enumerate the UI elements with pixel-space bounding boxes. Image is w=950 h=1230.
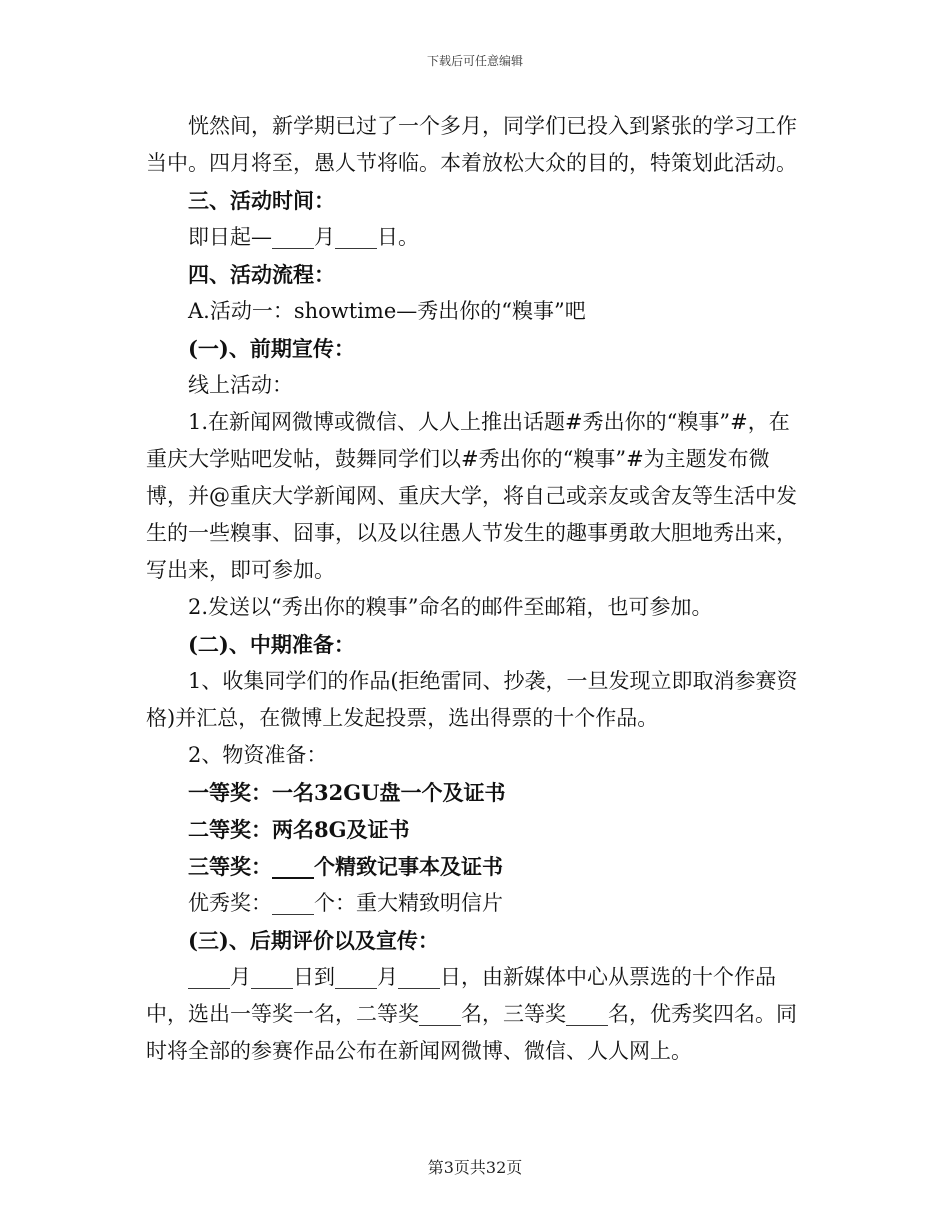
paragraph-collect-works: 1、收集同学们的作品(拒绝雷同、抄袭，一旦发现立即取消参赛资格)并汇总，在微博上发起投票，选出得票的十个作品。 <box>146 669 798 730</box>
paragraph-selection: ____月____日到____月____日，由新媒体中心从票选的十个作品中，选出一等奖一名，二等奖____名，三等奖____名，优秀奖四名。同时将全部的参赛作品公布在新闻网微博、微信、人人网上。 <box>146 965 797 1063</box>
page-header: 下载后可任意编辑 <box>426 54 523 68</box>
paragraph-item-1: 1.在新闻网微博或微信、人人上推出话题#秀出你的“糗事”#，在重庆大学贴吧发帖，鼓舞同学们以#秀出你的“糗事”#为主题发布微博，并@重庆大学新闻网、重庆大学，将自己或亲友或舍友等生活中发生的一些糗事、囧事，以及以往愚人节发生的趣事勇敢大胆地秀出来，写出来，即可参加。 <box>146 410 797 582</box>
heading-activity-process: 四、活动流程： <box>188 262 335 287</box>
prize-first: 一等奖：一名32GU盘一个及证书 <box>188 780 506 805</box>
paragraph-materials: 2、物资准备： <box>188 743 328 767</box>
prize-third: 三等奖：____个精致记事本及证书 <box>188 854 503 879</box>
prize-excellent: 优秀奖：____个：重大精致明信片 <box>188 891 503 915</box>
paragraph-date-range: 即日起—____月____日。 <box>188 225 419 249</box>
page-footer: 第3页共32页 <box>427 1158 523 1177</box>
paragraph-activity-one: A.活动一：showtime—秀出你的“糗事”吧 <box>188 299 586 323</box>
document-body <box>146 108 806 1070</box>
prize-second: 二等奖：两名8G及证书 <box>188 817 410 842</box>
heading-early-promotion: (一)、前期宣传： <box>188 336 355 361</box>
paragraph-intro: 恍然间，新学期已过了一个多月，同学们已投入到紧张的学习工作当中。四月将至，愚人节将临。本着放松大众的目的，特策划此活动。 <box>146 114 797 175</box>
heading-activity-time: 三、活动时间： <box>188 188 335 213</box>
paragraph-item-2: 2.发送以“秀出你的糗事”命名的邮件至邮箱，也可参加。 <box>188 595 713 619</box>
heading-mid-preparation: (二)、中期准备： <box>188 632 355 657</box>
heading-post-evaluation: (三)、后期评价以及宣传： <box>188 928 439 953</box>
paragraph-online-activity: 线上活动： <box>188 373 293 397</box>
